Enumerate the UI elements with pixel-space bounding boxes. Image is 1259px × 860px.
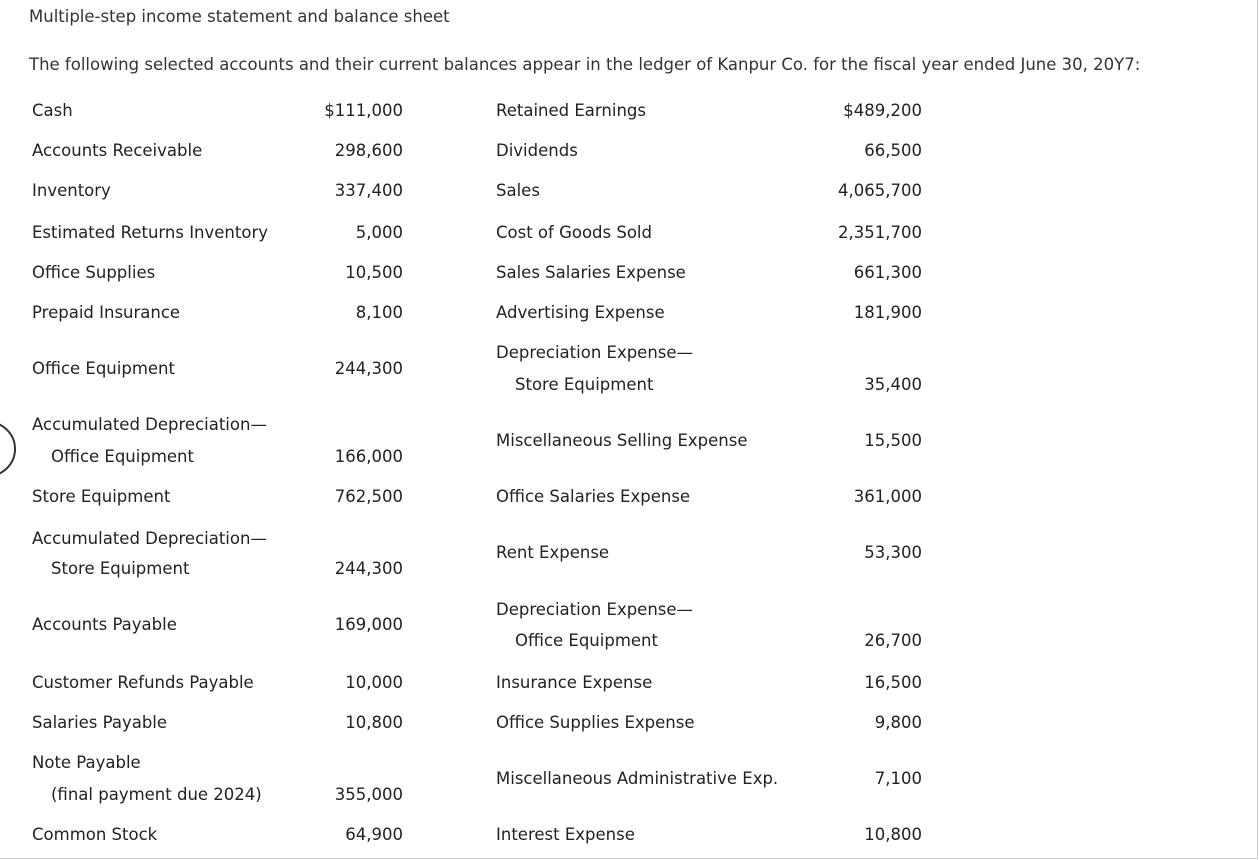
- account-amount: 337,400: [334, 181, 403, 200]
- page-title: Multiple-step income statement and balance sheet: [29, 7, 450, 26]
- account-label: Sales: [496, 181, 540, 200]
- account-label: Accumulated Depreciation—: [32, 529, 267, 548]
- account-label-continued: Office Equipment: [51, 447, 194, 466]
- account-amount: 35,400: [864, 375, 922, 394]
- account-label: Cost of Goods Sold: [496, 223, 652, 242]
- account-label: Office Supplies: [32, 263, 156, 282]
- account-amount: 53,300: [864, 543, 922, 562]
- account-amount: 244,300: [334, 359, 403, 378]
- account-amount: 661,300: [853, 263, 922, 282]
- account-label: Customer Refunds Payable: [32, 673, 254, 692]
- account-amount: 10,000: [345, 673, 403, 692]
- account-label: Retained Earnings: [496, 101, 646, 120]
- account-label: Accounts Payable: [32, 615, 177, 634]
- account-label-continued: Office Equipment: [515, 631, 658, 650]
- account-amount: 15,500: [864, 431, 922, 450]
- account-label: Estimated Returns Inventory: [32, 223, 269, 242]
- account-amount: 166,000: [334, 447, 403, 466]
- account-amount: 7,100: [874, 769, 922, 788]
- account-amount: 8,100: [355, 303, 403, 322]
- account-label: Dividends: [496, 141, 578, 160]
- account-amount: 10,800: [345, 713, 403, 732]
- account-amount: 169,000: [334, 615, 403, 634]
- account-amount: 181,900: [853, 303, 922, 322]
- account-label: Interest Expense: [496, 825, 635, 844]
- account-label: Cash: [32, 101, 73, 120]
- account-amount: 9,800: [874, 713, 922, 732]
- intro-text: The following selected accounts and their current balances appear in the ledger of Kanpur Co. for the fiscal year ended June 30, 20Y7:: [29, 55, 1141, 74]
- account-label: Note Payable: [32, 753, 141, 772]
- account-label-continued: (final payment due 2024): [51, 785, 262, 804]
- account-amount: 361,000: [853, 487, 922, 506]
- account-amount: $111,000: [324, 101, 403, 120]
- account-label: Accounts Receivable: [32, 141, 203, 160]
- account-label: Store Equipment: [32, 487, 171, 506]
- account-label: Common Stock: [32, 825, 158, 844]
- account-label: Depreciation Expense—: [496, 343, 694, 362]
- account-label: Depreciation Expense—: [496, 600, 694, 619]
- account-amount: 64,900: [345, 825, 403, 844]
- account-amount: 4,065,700: [838, 181, 922, 200]
- account-label-continued: Store Equipment: [515, 375, 654, 394]
- account-label: Inventory: [32, 181, 111, 200]
- account-label: Insurance Expense: [496, 673, 653, 692]
- account-amount: 762,500: [334, 487, 403, 506]
- account-label: Office Salaries Expense: [496, 487, 691, 506]
- account-amount: 5,000: [355, 223, 403, 242]
- account-label: Miscellaneous Selling Expense: [496, 431, 748, 450]
- account-label-continued: Store Equipment: [51, 559, 190, 578]
- account-label: Office Equipment: [32, 359, 175, 378]
- account-amount: 66,500: [864, 141, 922, 160]
- account-amount: 26,700: [864, 631, 922, 650]
- account-amount: 16,500: [864, 673, 922, 692]
- account-label: Office Supplies Expense: [496, 713, 695, 732]
- account-amount: 10,800: [864, 825, 922, 844]
- account-amount: 298,600: [334, 141, 403, 160]
- account-amount: $489,200: [843, 101, 922, 120]
- account-amount: 2,351,700: [838, 223, 922, 242]
- account-amount: 355,000: [334, 785, 403, 804]
- account-label: Prepaid Insurance: [32, 303, 181, 322]
- account-amount: 244,300: [334, 559, 403, 578]
- account-label: Rent Expense: [496, 543, 610, 562]
- account-label: Miscellaneous Administrative Exp.: [496, 769, 779, 788]
- account-amount: 10,500: [345, 263, 403, 282]
- account-label: Sales Salaries Expense: [496, 263, 686, 282]
- account-label: Accumulated Depreciation—: [32, 415, 267, 434]
- account-label: Advertising Expense: [496, 303, 665, 322]
- account-label: Salaries Payable: [32, 713, 168, 732]
